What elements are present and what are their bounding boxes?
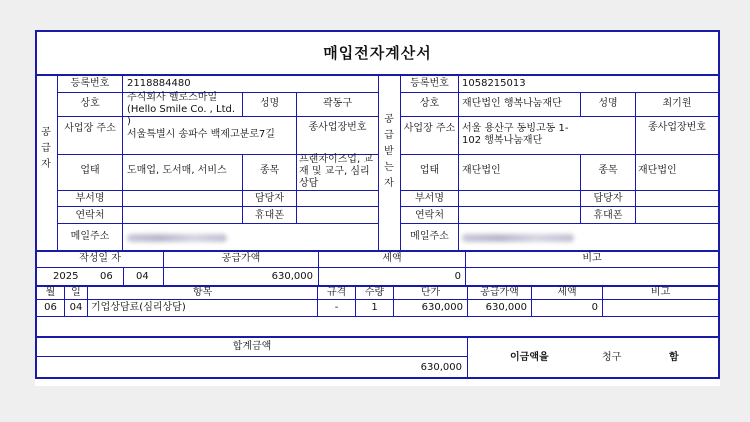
buyer-manager-label: 담당자 (593, 193, 623, 204)
row-supply: 630,000 (485, 302, 527, 313)
col-qty-header: 수량 (364, 287, 385, 298)
supplier-name: 주식회사 헬로스마일 (Hello Smile Co. , Ltd. ) (127, 92, 236, 127)
date-month: 06 (100, 271, 113, 282)
col-supply-header: 공급가액 (480, 287, 519, 298)
buyer-email-label: 메일주소 (410, 231, 449, 242)
buyer-reg-no: 1058215013 (462, 78, 526, 89)
buyer-address: 서울 용산구 동빙고동 1-102 행복나눔재단 (462, 123, 569, 146)
supplier-biz-type-label: 업태 (80, 165, 100, 176)
buyer-biz-type-label: 업태 (419, 165, 440, 176)
invoice-sheet (35, 30, 720, 386)
buyer-section-label: 공급받는자 (384, 114, 394, 189)
total-amount: 630,000 (420, 362, 462, 373)
date-day: 04 (136, 271, 149, 282)
document-title: 매입전자계산서 (323, 44, 432, 62)
statement-suffix: 함 (669, 352, 679, 363)
col-unit-price-header: 단가 (420, 287, 441, 298)
col-item-header: 항목 (192, 287, 213, 298)
buyer-biz-item: 재단법인 (638, 165, 677, 176)
col-spec-header: 규격 (326, 287, 347, 298)
buyer-dept-label: 부서명 (415, 193, 444, 204)
statement-prefix: 이금액을 (510, 352, 549, 363)
summary-supply-label: 공급가액 (221, 253, 261, 264)
supplier-email-redacted (127, 234, 227, 242)
supplier-mobile-label: 휴대폰 (255, 210, 284, 221)
row-month: 06 (44, 302, 57, 313)
supplier-rep-label: 성명 (259, 98, 280, 109)
row-item: 기업상담료(심리상담) (91, 302, 186, 313)
summary-supply-amount: 630,000 (271, 271, 313, 282)
supplier-dept-label: 부서명 (75, 193, 105, 204)
buyer-name: 재단법인 행복나눔재단 (462, 98, 562, 109)
buyer-mobile-label: 휴대폰 (593, 210, 623, 221)
col-note-header: 비고 (650, 287, 671, 298)
supplier-rep: 곽동구 (323, 98, 352, 109)
buyer-rep-label: 성명 (598, 98, 618, 109)
supplier-name-label: 상호 (80, 98, 100, 109)
row-tax: 0 (591, 302, 598, 313)
buyer-biz-item-label: 종목 (598, 165, 618, 176)
row-qty: 1 (371, 302, 378, 313)
date-year: 2025 (53, 271, 79, 282)
supplier-reg-no-label: 등록번호 (70, 78, 110, 89)
buyer-email-redacted (462, 234, 574, 242)
supplier-email-label: 메일주소 (70, 231, 110, 242)
buyer-name-label: 상호 (419, 98, 440, 109)
date-label: 작성일 자 (79, 253, 121, 264)
summary-tax-label: 세액 (382, 253, 402, 264)
supplier-section-label: 공급자 (41, 127, 51, 170)
col-month-header: 월 (45, 287, 56, 298)
supplier-reg-no: 2118884480 (127, 78, 191, 89)
buyer-contact-label: 연락처 (415, 210, 444, 221)
total-label: 합계금액 (232, 341, 272, 352)
buyer-address-label: 사업장 주소 (403, 123, 456, 134)
supplier-biz-item: 프랜차이즈업, 교재 및 교구, 심리상담 (299, 154, 373, 189)
statement-claim: 청구 (602, 352, 622, 363)
buyer-rep: 최기원 (662, 98, 692, 109)
col-tax-header: 세액 (557, 287, 577, 298)
col-day-header: 일 (71, 287, 81, 298)
row-day: 04 (69, 302, 83, 313)
buyer-reg-no-label: 등록번호 (410, 78, 449, 89)
buyer-branch-no-label: 종사업장번호 (648, 122, 706, 133)
row-spec: - (334, 302, 339, 313)
supplier-biz-item-label: 종목 (259, 165, 280, 176)
summary-tax-amount: 0 (454, 271, 461, 282)
row-unit-price: 630,000 (421, 302, 463, 313)
supplier-biz-type: 도매업, 도서매, 서비스 (127, 165, 227, 176)
supplier-address-label: 사업장 주소 (64, 123, 116, 134)
supplier-address: 서울특별시 송파수 백제고분로7길 (127, 129, 275, 140)
summary-note-label: 비고 (582, 253, 602, 264)
supplier-branch-no-label: 종사업장번호 (308, 122, 367, 133)
supplier-manager-label: 담당자 (255, 193, 284, 204)
supplier-contact-label: 연락처 (75, 210, 105, 221)
buyer-biz-type: 재단법인 (462, 165, 501, 176)
